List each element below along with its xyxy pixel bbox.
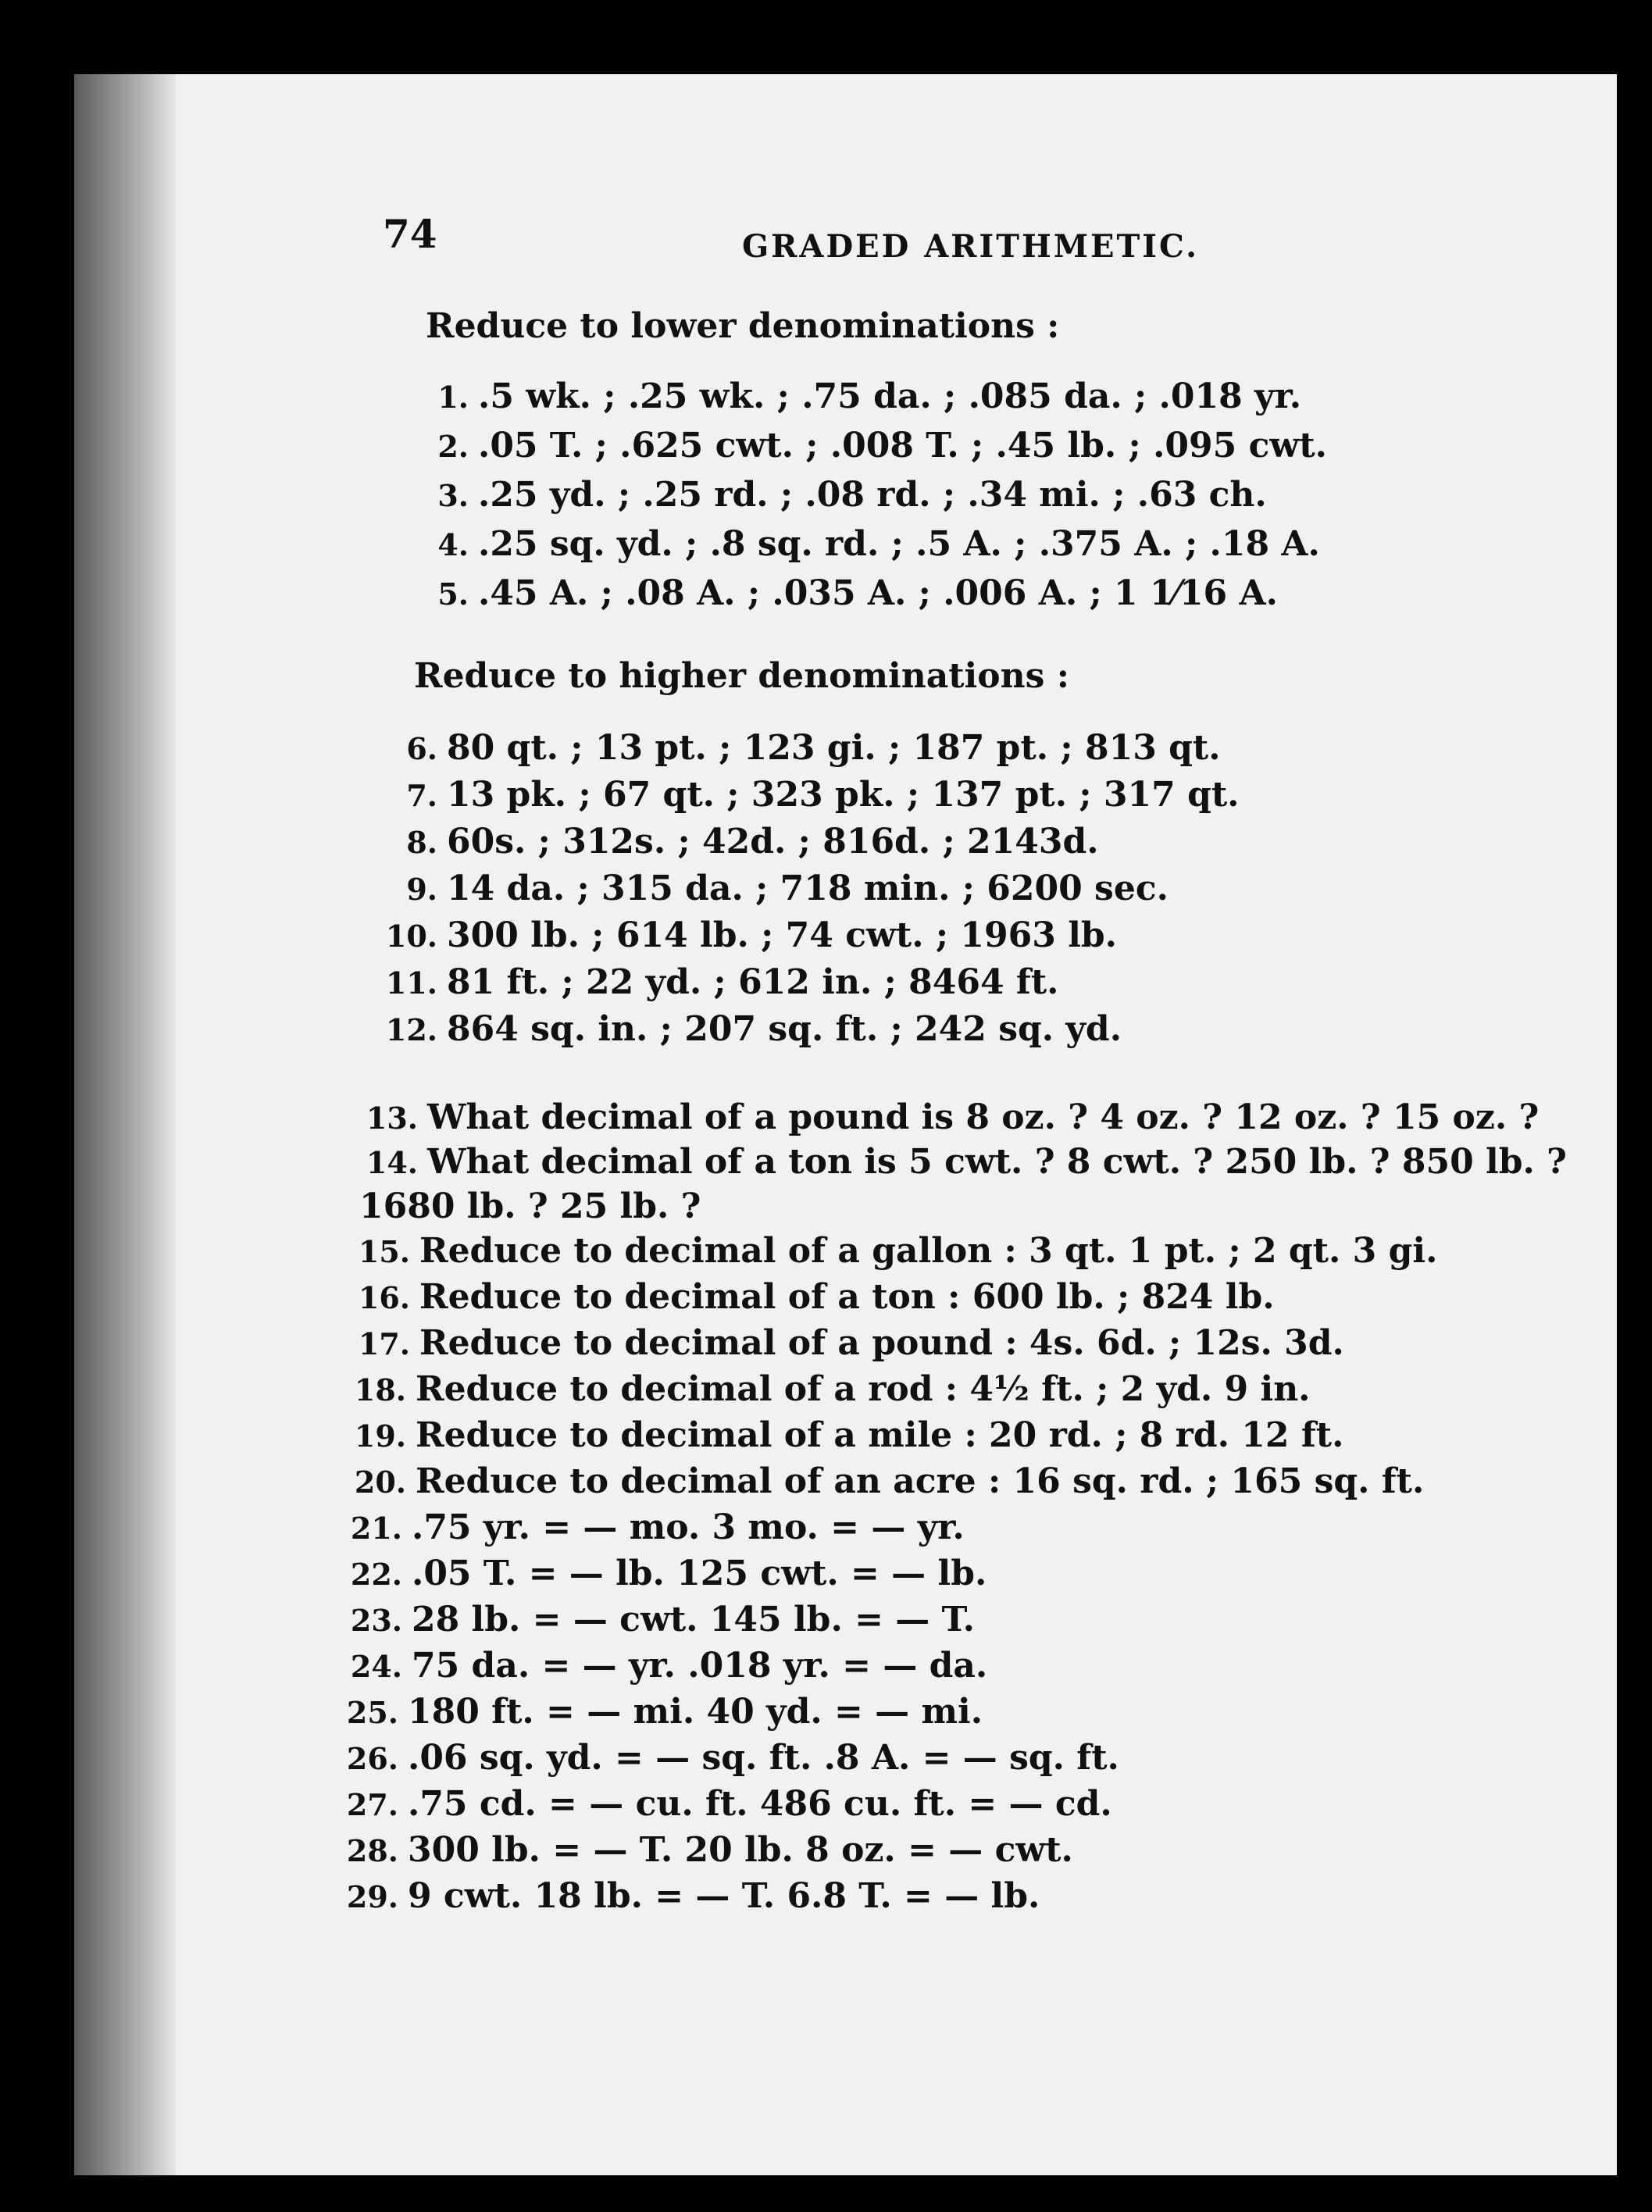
exercise-text: What decimal of a pound is 8 oz. ? 4 oz. ? 12 oz. ? 15 oz. ? [427,1097,1540,1137]
exercise-number: 28. [346,1833,398,1868]
exercise-text: .45 A. ; .08 A. ; .035 A. ; .006 A. ; 1 1⁄16 A. [478,573,1278,613]
exercise-line [348,1231,1437,1271]
exercise-line [336,1738,1119,1778]
exercise-number: 24. [350,1649,402,1684]
exercise-text: 180 ft. = — mi. 40 yd. = — mi. [408,1692,983,1732]
exercise-number: 18. [354,1372,406,1407]
exercise-number: 3. [437,478,469,513]
exercise-line [406,524,1320,564]
exercise-line [348,1323,1344,1363]
exercise-line [406,573,1278,613]
exercise-number: 25. [346,1695,398,1730]
exercise-line [340,1600,975,1639]
exercise-text: .25 sq. yd. ; .8 sq. rd. ; .5 A. ; .375 A. ; .18 A. [478,524,1320,564]
exercise-text: .5 wk. ; .25 wk. ; .75 da. ; .085 da. ; .018 yr. [478,376,1302,416]
exercise-line [340,1554,987,1593]
exercise-line [340,1507,965,1547]
exercise-continuation [359,1186,701,1226]
exercise-number: 27. [346,1787,398,1822]
exercise-number: 4. [437,527,469,562]
exercise-text: What decimal of a ton is 5 cwt. ? 8 cwt. ? 250 lb. ? 850 lb. ? [427,1142,1567,1182]
exercise-number: 22. [350,1557,402,1592]
exercise-text: 80 qt. ; 13 pt. ; 123 gi. ; 187 pt. ; 813 qt. [447,728,1221,768]
exercise-line [340,1646,987,1686]
exercise-text: 28 lb. = — cwt. 145 lb. = — T. [412,1600,975,1639]
exercise-text: 13 pk. ; 67 qt. ; 323 pk. ; 137 pt. ; 317 qt. [447,775,1240,815]
exercise-line [344,1461,1424,1501]
exercise-number: 29. [346,1879,398,1914]
exercise-line [336,1784,1112,1824]
exercise-number: 7. [406,778,437,813]
exercise-line [355,1142,1567,1182]
exercise-text: Reduce to decimal of a ton : 600 lb. ; 824 lb. [419,1277,1275,1317]
exercise-number: 1. [437,380,469,415]
exercise-number: 20. [354,1465,406,1500]
exercise-text: .06 sq. yd. = — sq. ft. .8 A. = — sq. ft. [408,1738,1119,1778]
exercise-line [406,376,1301,416]
exercise-number: 2. [437,429,469,464]
exercise-text: 14 da. ; 315 da. ; 718 min. ; 6200 sec. [447,869,1169,908]
exercise-line [336,1830,1073,1870]
exercise-text: Reduce to decimal of a pound : 4s. 6d. ; 12s. 3d. [419,1323,1344,1363]
exercise-number: 21. [350,1511,402,1546]
exercise-line [348,1277,1275,1317]
exercise-number: 26. [346,1741,398,1776]
exercise-number: 9. [406,872,437,907]
exercise-text: Reduce to decimal of a mile : 20 rd. ; 8 rd. 12 ft. [416,1415,1344,1455]
exercise-text: 9 cwt. 18 lb. = — T. 6.8 T. = — lb. [408,1876,1040,1916]
page-binding-shadow [74,74,176,2175]
exercise-text: .05 T. ; .625 cwt. ; .008 T. ; .45 lb. ; .095 cwt. [478,426,1327,466]
exercise-line [355,1097,1539,1137]
exercise-text: .25 yd. ; .25 rd. ; .08 rd. ; .34 mi. ; .63 ch. [478,475,1267,515]
exercise-number: 15. [358,1234,410,1269]
exercise-text: .05 T. = — lb. 125 cwt. = — lb. [412,1554,987,1593]
exercise-line [375,915,1117,955]
exercise-text: 60s. ; 312s. ; 42d. ; 816d. ; 2143d. [447,822,1099,862]
exercise-text: Reduce to decimal of an acre : 16 sq. rd. ; 165 sq. ft. [416,1461,1425,1501]
exercise-number: 23. [350,1603,402,1638]
section-heading-lower: Reduce to lower denominations : [426,306,1060,346]
exercise-line [344,1369,1311,1409]
exercise-number: 6. [406,731,437,766]
exercise-text: .75 yr. = — mo. 3 mo. = — yr. [412,1507,965,1547]
exercise-text: Reduce to decimal of a gallon : 3 qt. 1 pt. ; 2 qt. 3 gi. [419,1231,1438,1271]
exercise-number: 12. [385,1012,437,1047]
section-heading-higher: Reduce to higher denominations : [414,656,1069,696]
exercise-number: 16. [358,1280,410,1315]
exercise-line [375,962,1059,1002]
exercise-text: 75 da. = — yr. .018 yr. = — da. [412,1646,988,1686]
exercise-text: 81 ft. ; 22 yd. ; 612 in. ; 8464 ft. [447,962,1059,1002]
exercise-text: 1680 lb. ? 25 lb. ? [359,1186,701,1226]
exercise-text: Reduce to decimal of a rod : 4½ ft. ; 2 yd. 9 in. [416,1369,1311,1409]
exercise-number: 11. [385,965,437,1001]
exercise-line [375,869,1169,908]
exercise-line [375,1009,1122,1049]
exercise-number: 14. [366,1145,418,1180]
exercise-text: .75 cd. = — cu. ft. 486 cu. ft. = — cd. [408,1784,1112,1824]
exercise-line [375,728,1221,768]
exercise-number: 19. [354,1418,406,1454]
exercise-text: 864 sq. in. ; 207 sq. ft. ; 242 sq. yd. [447,1009,1122,1049]
exercise-line [375,775,1239,815]
exercise-line [406,426,1327,466]
exercise-line [375,822,1099,862]
exercise-text: 300 lb. ; 614 lb. ; 74 cwt. ; 1963 lb. [447,915,1117,955]
exercise-text: 300 lb. = — T. 20 lb. 8 oz. = — cwt. [408,1830,1073,1870]
exercise-line [336,1692,983,1732]
exercise-line [336,1876,1040,1916]
running-title: GRADED ARITHMETIC. [742,228,1200,265]
exercise-number: 5. [437,576,469,612]
exercise-line [406,475,1267,515]
exercise-number: 17. [358,1326,410,1361]
exercise-number: 13. [366,1101,418,1136]
page-number: 74 [383,211,437,257]
exercise-number: 8. [406,825,437,860]
scan-border [1617,0,1652,2212]
exercise-line [344,1415,1343,1455]
exercise-number: 10. [385,919,437,954]
